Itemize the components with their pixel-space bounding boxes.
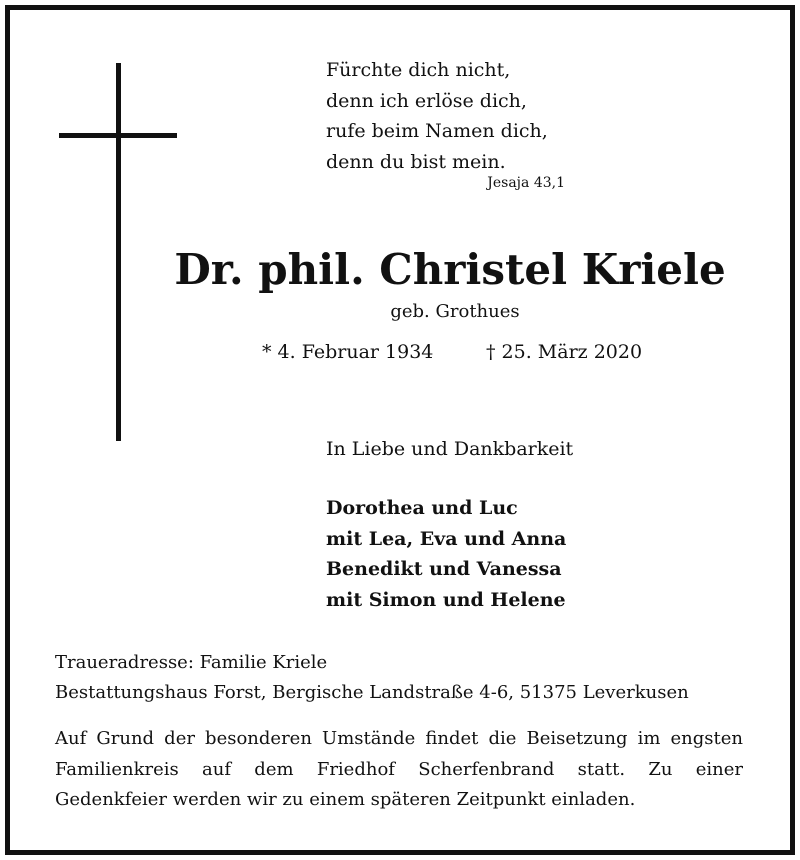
deceased-name: Dr. phil. Christel Kriele <box>174 245 726 294</box>
verse-line: denn du bist mein. <box>326 150 506 173</box>
mourners-list <box>326 493 566 615</box>
bible-verse <box>326 55 606 177</box>
verse-line: rufe beim Namen dich, <box>326 120 548 142</box>
birth-date: * 4. Februar 1934 <box>262 341 434 363</box>
address-line: Traueradresse: Familie Kriele <box>55 652 328 673</box>
address-line: Bestattungshaus Forst, Bergische Landstraße 4-6, 51375 Leverkusen <box>55 682 689 703</box>
funeral-notice <box>55 724 743 816</box>
mourner-line: Dorothea und Luc <box>326 497 518 519</box>
notice-line: Auf Grund der besonderen Umstände findet die Beisetzung im engsten <box>55 728 743 749</box>
verse-source: Jesaja 43,1 <box>487 175 565 191</box>
verse-line: Fürchte dich nicht, <box>326 59 511 81</box>
verse-line: denn ich erlöse dich, <box>326 89 527 112</box>
death-date: † 25. März 2020 <box>486 341 643 363</box>
mourner-line: Benedikt und Vanessa <box>326 558 562 580</box>
gratitude-line: In Liebe und Dankbarkeit <box>326 438 574 460</box>
notice-line: Gedenkfeier werden wir zu einem späteren Zeitpunkt einladen. <box>55 789 636 810</box>
notice-line: Familienkreis auf dem Friedhof Scherfenbrand statt. Zu einer <box>55 758 743 780</box>
mourner-line: mit Lea, Eva und Anna <box>326 527 567 550</box>
mourner-line: mit Simon und Helene <box>326 588 566 611</box>
cross-icon-horizontal-bar <box>59 133 177 138</box>
maiden-name: geb. Grothues <box>390 301 520 322</box>
mourning-address <box>55 648 689 708</box>
